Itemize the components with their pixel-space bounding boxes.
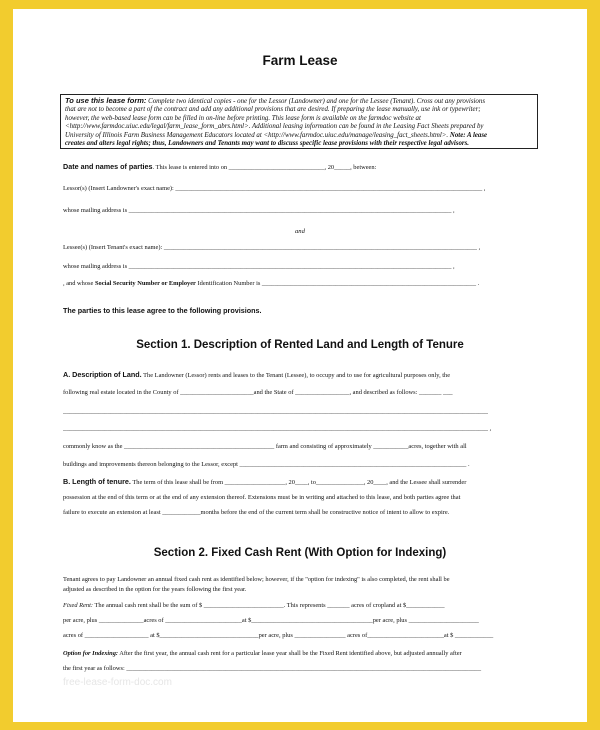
fixed-rent-line-1: Fixed Rent: The annual cash rent shall be the sum of $ _________________________. This represents _______ acres of cropland at $____________ <box>63 602 445 609</box>
section-2-heading: Section 2. Fixed Cash Rent (With Option for Indexing) <box>153 547 447 559</box>
instructions-line-6: creates and alters legal rights; thus, Landowners and Tenants may want to discuss specific lease provisions with their respective legal advisors. <box>65 140 470 148</box>
tenure-line-3: failure to execute an extension at least ____________months before the end of the current term shall be constructive notice of intent to allow to expire. <box>63 509 450 516</box>
fixed-rent-intro-1: Tenant agrees to pay Landowner an annual fixed cash rent as identified below; however, if the "option for indexing" is also completed, the rent shall be <box>63 576 450 583</box>
instructions-line-3: however, the web-based lease form can be filled in on-line before printing. This lease form is available on the farmdoc website at <box>65 114 421 122</box>
instructions-lead: To use this lease form: <box>65 96 147 105</box>
indexing-line-1: Option for Indexing: After the first year, the annual cash rent for a particular lease year shall be the Fixed Rent identified above, but adjusted annually after <box>63 650 462 657</box>
land-description-blank-1: _____________________________________________________________________________________________________________________________________ <box>63 408 488 415</box>
and-separator: and <box>295 228 305 235</box>
fixed-rent-line-3: acres of ____________________ at $_______________________________per acre, plus ________________ acres of________________________at $ ____________ <box>63 632 494 639</box>
instructions-line-2: that are not to become a part of the contract and add any additional provisions that are desired. If preparing the lease manually, use ink or typewriter; <box>65 106 481 114</box>
section-1-heading: Section 1. Description of Rented Land and Length of Tenure <box>136 339 464 351</box>
indexing-line-2: the first year as follows: _______________________________________________________________________________________________________________ <box>63 665 482 672</box>
fixed-rent-line-2: per acre, plus ______________acres of ________________________at $______________________________________per acre, plus ______________________ <box>63 617 479 624</box>
instructions-line-1: To use this lease form: Complete two identical copies - one for the Lessor (Landowner) and one for the Lessee (Tenant). Cross out any provisions <box>65 96 485 105</box>
instructions-line-4: <http://www.farmdoc.uiuc.edu/legal/farm_lease_form_abrs.html>. Additional leasing information can be found in the Leasing Fact Sheets prepared by <box>65 123 484 131</box>
lessee-name-line: Lessee(s) (Insert Tenant's exact name): __________________________________________________________________________________________________ , <box>63 244 481 251</box>
agreement-line: The parties to this lease agree to the following provisions. <box>63 307 262 315</box>
land-description-line-3: commonly know as the _______________________________________________ farm and consisting of approximately ___________acres, together with all <box>63 443 467 450</box>
lessee-address-line: whose mailing address is _____________________________________________________________________________________________________ , <box>63 263 455 270</box>
land-description-line-4: buildings and improvements thereon belonging to the Lessor, except _______________________________________________________________________ . <box>63 461 470 468</box>
land-description-line-2: following real estate located in the County of _______________________and the State of _________________, and described as follows: _______ ___ <box>63 389 453 396</box>
fixed-rent-intro-2: adjusted as described in the option for the years following the first year. <box>63 586 247 593</box>
document-title: Farm Lease <box>262 53 338 68</box>
lessor-address-line: whose mailing address is _____________________________________________________________________________________________________ , <box>63 207 455 214</box>
instructions-box <box>60 94 538 149</box>
watermark: free-lease-form-doc.com <box>63 677 172 688</box>
lessor-name-line: Lessor(s) (Insert Landowner's exact name): ________________________________________________________________________________________________ , <box>63 185 486 192</box>
tenure-line-2: possession at the end of this term or at the end of any extension thereof. Extensions must be in writing and attached to this lease, and both parties agree that <box>63 494 461 501</box>
date-parties-line: Date and names of parties. This lease is entered into on ______________________________, 20_____, between: <box>63 163 377 171</box>
ssn-line: , and whose Social Security Number or Employer Identification Number is ___________________________________________________________________ . <box>63 280 480 287</box>
tenure-line-1: B. Length of tenure. The term of this lease shall be from ___________________, 20____, to_______________, 20____, and the Lessee shall surrender <box>63 478 467 486</box>
document-page <box>13 9 587 722</box>
instructions-line-5: University of Illinois Farm Business Management Educators located at <http://www.farmdoc.uiuc.edu/manage/leasing_fact_sheets.html>. Note: A lease <box>65 131 488 139</box>
land-description-blank-2: _____________________________________________________________________________________________________________________________________ , <box>63 425 492 432</box>
land-description-line-1: A. Description of Land. The Landowner (Lessor) rents and leases to the Tenant (Lessee), to occupy and to use for agricultural purposes only, the <box>63 371 451 379</box>
